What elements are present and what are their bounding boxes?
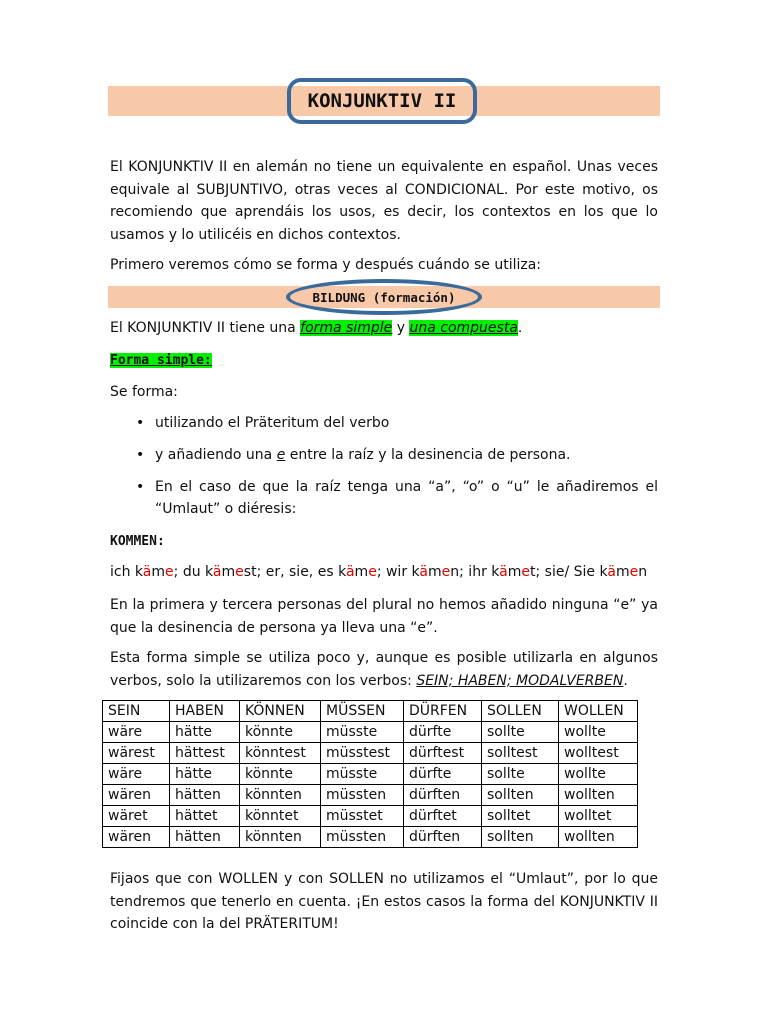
bullet-icon: • (136, 415, 145, 431)
table-cell: müsstet (321, 806, 404, 827)
forms-middle: y (392, 320, 410, 336)
table-cell: müssten (321, 827, 404, 848)
table-row (103, 764, 638, 785)
table-header: KÖNNEN (240, 701, 321, 722)
table-cell: dürftest (404, 743, 482, 764)
list-item-text: utilizando el Präteritum del verbo (155, 415, 390, 431)
forms-prefix: El KONJUNKTIV II tiene una (110, 320, 301, 336)
table-cell: wärest (103, 743, 170, 764)
table-row (103, 743, 638, 764)
table-row (103, 785, 638, 806)
table-header: WOLLEN (559, 701, 638, 722)
kommen-conjugation: ich käme; du kämest; er, sie, es käme; wir kämen; ihr kämet; sie/ Sie kämen (110, 564, 648, 580)
bullet-icon: • (136, 479, 145, 495)
kommen-heading: KOMMEN: (110, 534, 165, 549)
table-cell: dürfte (404, 722, 482, 743)
table-cell: wären (103, 785, 170, 806)
table-header: MÜSSEN (321, 701, 404, 722)
table-cell: dürften (404, 785, 482, 806)
table-cell: wäre (103, 722, 170, 743)
table-cell: dürfte (404, 764, 482, 785)
table-cell: hätte (170, 764, 240, 785)
table-cell: hättest (170, 743, 240, 764)
table-cell: könnten (240, 785, 321, 806)
table-cell: könntest (240, 743, 321, 764)
usage-note (110, 647, 658, 692)
forms-line (110, 317, 658, 340)
intro-next: Primero veremos cómo se forma y después cuándo se utiliza: (110, 257, 542, 273)
forms-compound: una compuesta (409, 320, 518, 336)
table-row (103, 827, 638, 848)
table-cell: müsstest (321, 743, 404, 764)
usage-text: Esta forma simple se utiliza poco y, aunque es posible utilizarla en algunos verbos, solo la utilizaremos con los verbos: (110, 650, 658, 689)
table-cell: wäre (103, 764, 170, 785)
table-row (103, 722, 638, 743)
usage-end: . (623, 672, 628, 689)
table-cell: dürften (404, 827, 482, 848)
forms-simple: forma simple (300, 320, 393, 336)
table-header: DÜRFEN (404, 701, 482, 722)
simple-heading: Forma simple: (110, 353, 212, 368)
table-cell: könnte (240, 764, 321, 785)
table-cell: wären (103, 827, 170, 848)
conjugation-table (102, 700, 638, 848)
table-cell: sollten (482, 785, 559, 806)
list-item-text: y añadiendo una e entre la raíz y la desinencia de persona. (155, 447, 571, 463)
table-cell: sollte (482, 764, 559, 785)
usage-verbs: SEIN; HABEN; MODALVERBEN (416, 672, 624, 689)
intro-paragraph: El KONJUNKTIV II en alemán no tiene un equivalente en español. Unas veces equivale al SUBJUNTIVO, otras veces al CONDICIONAL. Por este motivo, os recomiendo que aprendáis los usos, es decir, los contextos en los que lo usamos y lo utilicéis en dichos contextos. (110, 159, 658, 243)
table-cell: solltest (482, 743, 559, 764)
table-cell: hätten (170, 827, 240, 848)
table-header: SOLLEN (482, 701, 559, 722)
table-cell: wolltet (559, 806, 638, 827)
table-cell: wollte (559, 764, 638, 785)
list-item-text: En el caso de que la raíz tenga una “a”, “o” o “u” le añadiremos el “Umlaut” o diéresis: (155, 479, 658, 517)
table-cell: wollten (559, 785, 638, 806)
table-row (103, 806, 638, 827)
table-cell: wolltest (559, 743, 638, 764)
plural-note: En la primera y tercera personas del plural no hemos añadido ninguna “e” ya que la desinencia de persona ya lleva una “e”. (110, 597, 658, 636)
table-header: HABEN (170, 701, 240, 722)
table-cell: wollte (559, 722, 638, 743)
table-cell: sollten (482, 827, 559, 848)
forms-suffix: . (517, 320, 523, 336)
table-cell: sollte (482, 722, 559, 743)
bullet-icon: • (136, 447, 145, 463)
table-cell: müssten (321, 785, 404, 806)
table-cell: hätten (170, 785, 240, 806)
table-cell: könnten (240, 827, 321, 848)
simple-heading-line (110, 349, 658, 373)
table-cell: könnte (240, 722, 321, 743)
se-forma: Se forma: (110, 384, 178, 400)
table-cell: hättet (170, 806, 240, 827)
page-title: KONJUNKTIV II (287, 78, 477, 124)
table-cell: solltet (482, 806, 559, 827)
table-cell: hätte (170, 722, 240, 743)
table-header: SEIN (103, 701, 170, 722)
table-header-row (103, 701, 638, 722)
table-cell: dürftet (404, 806, 482, 827)
kommen-heading-line (110, 530, 658, 554)
table-cell: könntet (240, 806, 321, 827)
closing-paragraph: Fijaos que con WOLLEN y con SOLLEN no utilizamos el “Umlaut”, por lo que tendremos que tenerlo en cuenta. ¡En estos casos la forma del KONJUNKTIV II coincide con la del PRÄTERITUM! (110, 871, 658, 932)
section-title: BILDUNG (formación) (286, 279, 482, 315)
table-cell: müsste (321, 764, 404, 785)
table-cell: wäret (103, 806, 170, 827)
table-cell: müsste (321, 722, 404, 743)
table-cell: wollten (559, 827, 638, 848)
